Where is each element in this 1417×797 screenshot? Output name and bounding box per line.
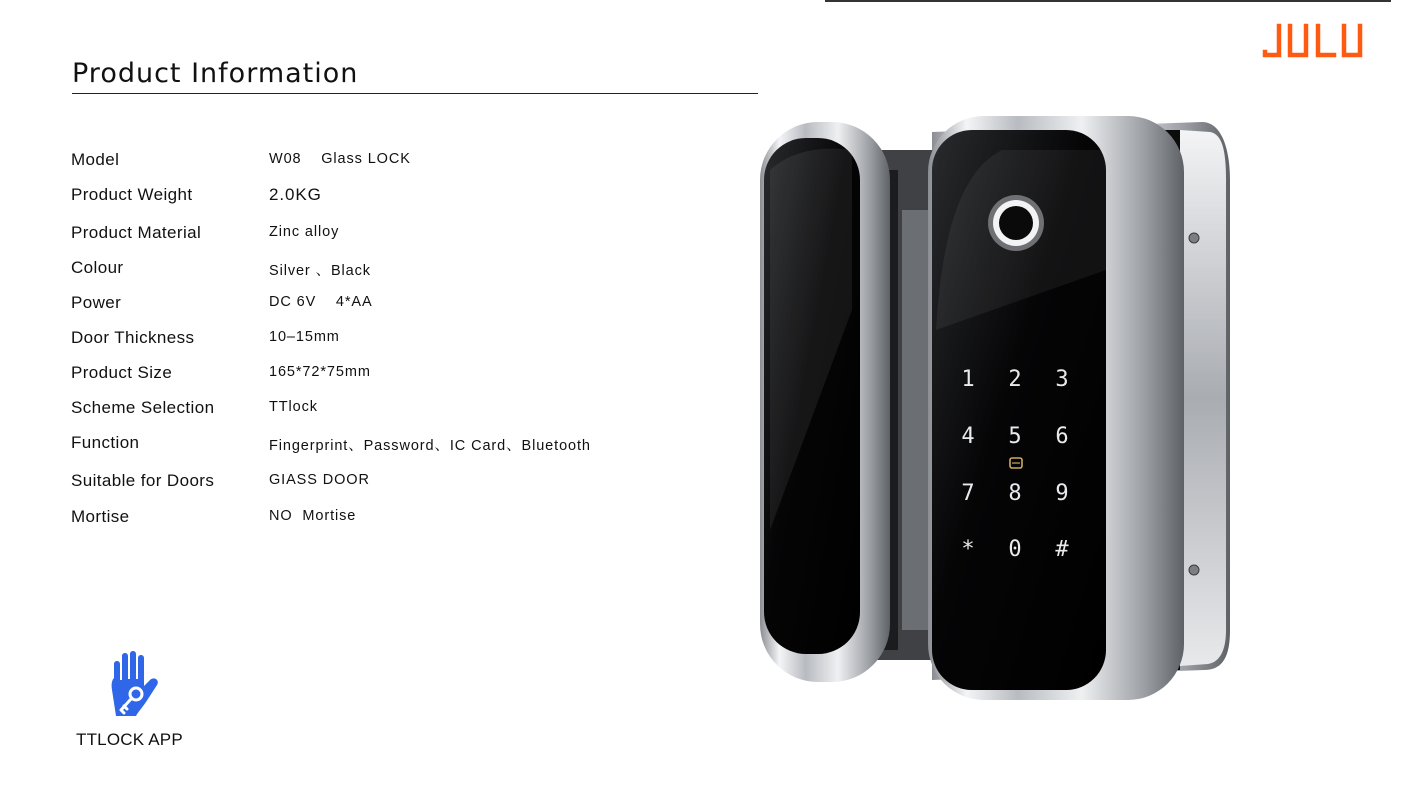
spec-value: W08 Glass LOCK — [269, 151, 411, 167]
keypad-key: 4 — [961, 424, 975, 449]
keypad-key: 0 — [1008, 537, 1022, 562]
spec-value: Fingerprint、Password、IC Card、Bluetooth — [269, 438, 591, 454]
spec-label: Product Material — [71, 223, 202, 242]
glass-door-lock-image — [752, 110, 1242, 710]
spec-value: 2.0KG — [269, 185, 322, 204]
spec-value: TTlock — [269, 399, 318, 415]
keypad-key: 2 — [1008, 367, 1022, 392]
spec-row-door-thickness — [71, 328, 711, 352]
page-title: Product Information — [72, 58, 359, 89]
keypad-key: 9 — [1055, 481, 1069, 506]
title-divider — [72, 93, 758, 94]
spec-label: Scheme Selection — [71, 398, 215, 417]
spec-row-function — [71, 433, 711, 457]
fingerprint-sensor-icon — [988, 195, 1044, 251]
spec-label: Product Weight — [71, 185, 193, 204]
spec-label: Power — [71, 293, 122, 312]
spec-value: Silver 、Black — [269, 263, 371, 279]
spec-label: Mortise — [71, 507, 130, 526]
spec-label: Product Size — [71, 363, 173, 382]
keypad-key: 1 — [961, 367, 975, 392]
spec-label: Model — [71, 150, 120, 169]
spec-value: GIASS DOOR — [269, 472, 370, 488]
top-rule — [825, 0, 1391, 2]
spec-row-size — [71, 363, 711, 387]
keypad-key: * — [961, 537, 975, 562]
spec-row-colour — [71, 258, 711, 282]
hand-key-icon — [106, 650, 164, 720]
spec-value: 10–15mm — [269, 329, 340, 345]
spec-value: DC 6V 4*AA — [269, 294, 373, 310]
spec-label: Colour — [71, 258, 124, 277]
keypad-key: 8 — [1008, 481, 1022, 506]
spec-label: Function — [71, 433, 140, 452]
keypad-key: 3 — [1055, 367, 1069, 392]
spec-value: Zinc alloy — [269, 224, 340, 240]
spec-label: Suitable for Doors — [71, 471, 215, 490]
keypad-key: 5 — [1008, 424, 1022, 449]
app-label: TTLOCK APP — [76, 730, 183, 749]
ttlock-app-badge — [70, 648, 210, 758]
spec-row-model — [71, 150, 711, 174]
spec-row-doors — [71, 471, 711, 495]
julu-logo — [1262, 22, 1366, 60]
keypad-key: # — [1055, 537, 1069, 562]
spec-row-material — [71, 223, 711, 247]
spec-row-mortise — [71, 507, 711, 531]
keypad-key: 7 — [961, 481, 975, 506]
spec-value: NO Mortise — [269, 508, 357, 524]
spec-row-scheme — [71, 398, 711, 422]
spec-value: 165*72*75mm — [269, 364, 371, 380]
spec-row-power — [71, 293, 711, 317]
keypad-key: 6 — [1055, 424, 1069, 449]
spec-row-weight — [71, 185, 711, 209]
spec-label: Door Thickness — [71, 328, 195, 347]
